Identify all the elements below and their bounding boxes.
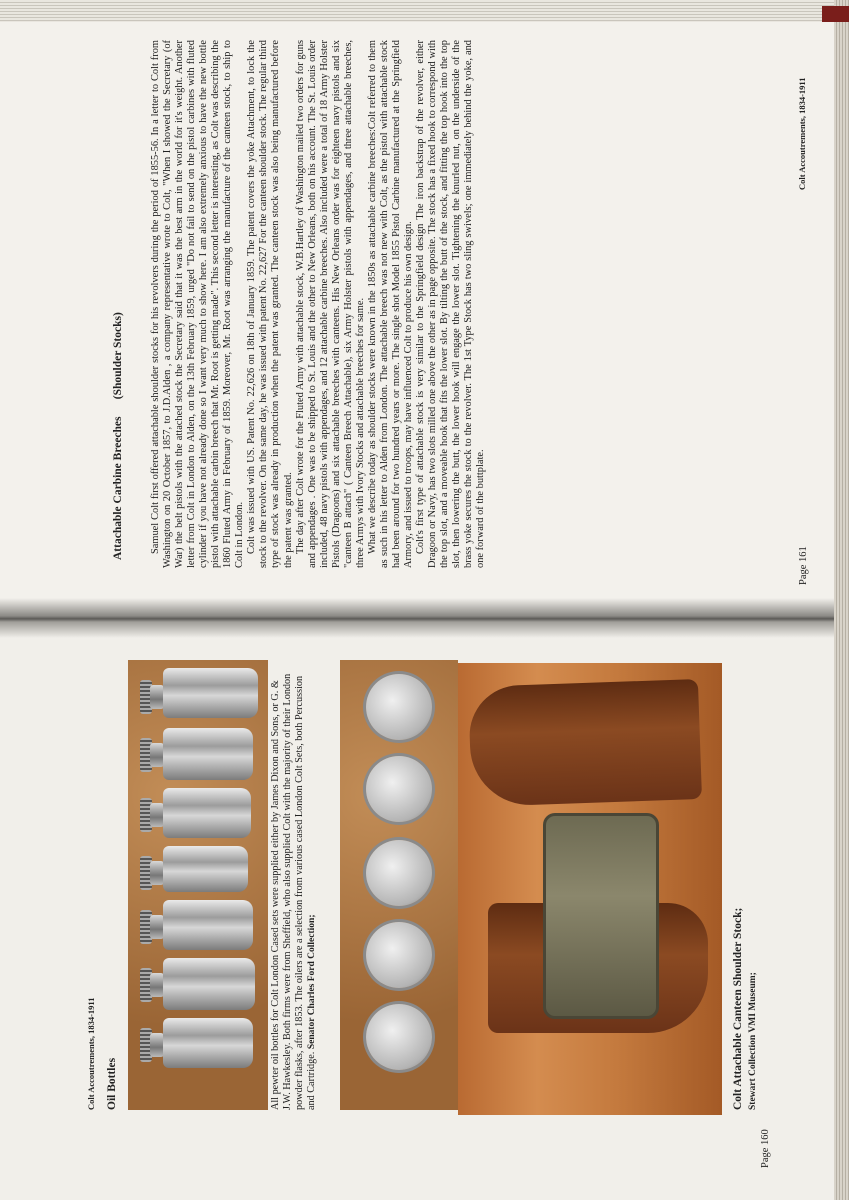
paragraph-3: The day after Colt wrote for the Fluted Army with attachable stock, W.B.Hartley of Washington mailed two orders for guns and appendages . One was to be shipped to St. Louis and the other to New Orleans, both on his account. The St. Louis order included, 48 navy pistols with appendages, and 12 attachable carbine breeches. Also included were a total of 18 Army Holster Pistols (Dragoons) and six attachable breeches with canteens. His New Orleans order was for eighteen navy pistols and six "canteen B attach" ( Canteen Breech Attachable), six Army Holster pistols with appendages, and three attachable breeches, three Armys with Ivory Stocks and attachable breeches for same.: [294, 40, 366, 568]
page-edges-right: [834, 0, 849, 1200]
section-heading-right: [112, 100, 124, 560]
book-gutter: [0, 598, 849, 638]
page-number-right: Page 161: [798, 546, 809, 585]
stock-caption: [728, 650, 746, 1110]
paragraph-2: Colt was issued with US. Patent No. 22,626 on 18th of January 1859. The patent covers the yoke Attachment, to lock the stock to the revolver. On the same day, he was issued with patent No. 22,627 For the canteen shoulder stock. The regular third type of stock was already in production when the patent was granted. The canteen stock was also being manufactured before the patent was granted.: [246, 40, 294, 568]
running-head-right: Colt Accoutrements, 1834-1911: [797, 77, 807, 190]
page-number-left: Page 160: [760, 1129, 771, 1168]
stock-title: Colt Attachable Canteen Shoulder Stock;: [732, 907, 744, 1110]
caption-credit: Senator Charles Ford Collection;: [307, 914, 317, 1050]
running-head-left: Colt Accoutrements, 1834-1911: [86, 997, 96, 1110]
page-edges-top: [0, 0, 849, 22]
paragraph-5: Colt's first type of attachable stock is very similar to the Springfield design The iron backstrap of the revolver, either Dragoon or Navy, has two slots milled one above the other as in page opposite. The stock has a fixed hook to correspond with the top slot, and a moveable hook that fits the lower slot. By tilting the butt of the stock, and fitting the top hook into the top slot, then lowering the butt, the lower hook will engage the lower slot. Tightening the knurled nut, on the underside of the brass yoke secures the stock to the revolver. The 1st Type Stock has two sling swivels; one immediately behind the yoke, and one forward of the buttplate.: [415, 40, 487, 568]
bookmark-tab: [822, 6, 849, 22]
stock-credit: Stewart Collection VMI Museum;: [748, 972, 758, 1110]
caption-text: All pewter oil bottles for Colt London Cased sets were supplied either by James Dixon and Sons, or G. & J.W. Hawkesley. Both firms were from Sheffield, who also supplied Colt with the majority of their London powder flasks, after 1853. The oilers are a selection from various cased London Colt Sets, both Percussion and Cartridge.: [270, 673, 317, 1110]
body-text-right: [150, 40, 487, 568]
paragraph-4: What we describe today as shoulder stocks were known in the 1850s as attachable carbine breeches:Colt referred to them as such in his letter to Alden from London. The attachable breech was not new with Colt, as the pistol with attachable stock had been around for two hundred years or more. The single shot Model 1855 Pistol Carbine manufactured at the Springfield Armory, and issued to troops, may have influenced Colt to produce his own design.: [366, 40, 414, 568]
oiler-tops-photo: [340, 660, 458, 1110]
canteen-stock-photo: [458, 663, 722, 1115]
paragraph-1: Samuel Colt first offered attachable shoulder stocks for his revolvers during the period of 1855-56. In a letter to Colt from Washington on 20 October 1857, to J.D.Alden , a company representative wrote to Colt, "When I showed the Secretary (of War) the belt pistols with the attached stock the Secretary said that it was the best arm in the world for it's weight. Another letter from Colt in London to Alden, on the 13th February 1859, urged "Do not fail to send on the pistol carbines with fluted cylinder if you have not already done so I want very much to show here. I am also extremely anxious to have the new bottle pistol with attachable carbin breech that Mr. Root is getting made". This second letter is interesting, as Colt was describing the 1860 Fluted Army in February of 1859. Moreover, Mr. Root was arranging the manufacture of the canteen stock, to ship to Colt in London.: [150, 40, 246, 568]
heading-sub: (Shoulder Stocks): [112, 312, 124, 400]
oil-bottles-caption: [270, 670, 318, 1110]
heading-main: Attachable Carbine Breeches: [112, 416, 124, 560]
section-heading-left: Oil Bottles: [106, 1057, 118, 1110]
oil-bottles-photo: [128, 660, 268, 1110]
